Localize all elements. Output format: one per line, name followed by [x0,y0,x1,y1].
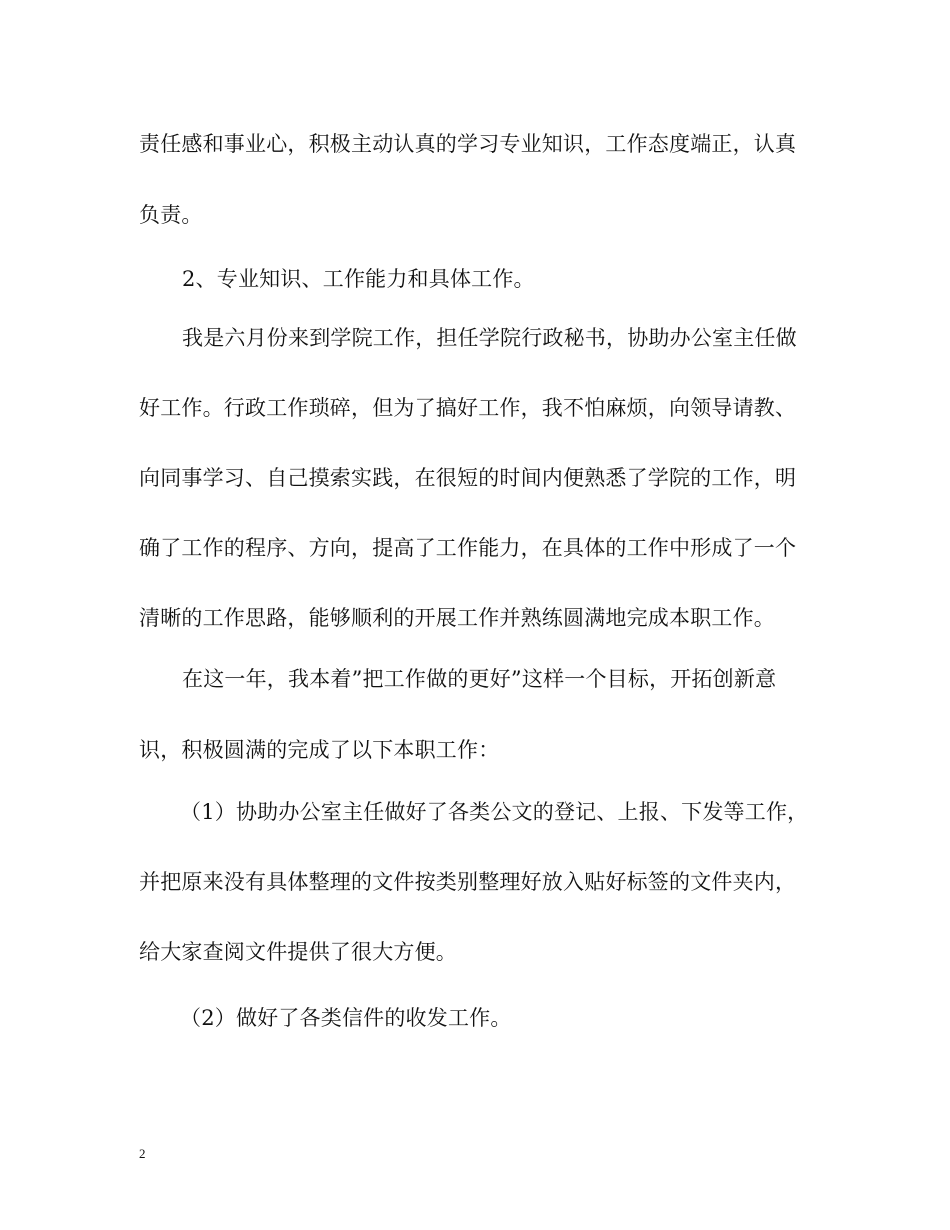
body-text-line: 责任感和事业心，积极主动认真的学习专业知识，工作态度端正，认真 [139,132,797,156]
body-text-line: 向同事学习、自己摸索实践，在很短的时间内便熟悉了学院的工作，明 [139,466,797,490]
body-text-line: 确了工作的程序、方向，提高了工作能力，在具体的工作中形成了一个 [139,536,797,560]
body-text-line: 识，积极圆满的完成了以下本职工作： [139,738,500,762]
section-heading: 2、专业知识、工作能力和具体工作。 [182,267,535,291]
page-number: 2 [139,1146,146,1161]
body-text-line: 负责。 [139,203,203,227]
list-item-text: （2）做好了各类信件的收发工作。 [180,1006,512,1030]
body-text-line: 给大家查阅文件提供了很大方便。 [139,940,457,964]
body-text-line: 清晰的工作思路，能够顺利的开展工作并熟练圆满地完成本职工作。 [139,606,775,630]
body-text-line: 并把原来没有具体整理的文件按类别整理好放入贴好标签的文件夹内， [139,870,797,894]
body-text-line: 我是六月份来到学院工作，担任学院行政秘书，协助办公室主任做 [182,326,797,350]
list-item-text: （1）协助办公室主任做好了各类公文的登记、上报、下发等工作， [180,800,809,824]
body-text-line: 在这一年，我本着”把工作做的更好”这样一个目标，开拓创新意 [182,667,777,691]
body-text-line: 好工作。行政工作琐碎，但为了搞好工作，我不怕麻烦，向领导请教、 [139,396,797,420]
